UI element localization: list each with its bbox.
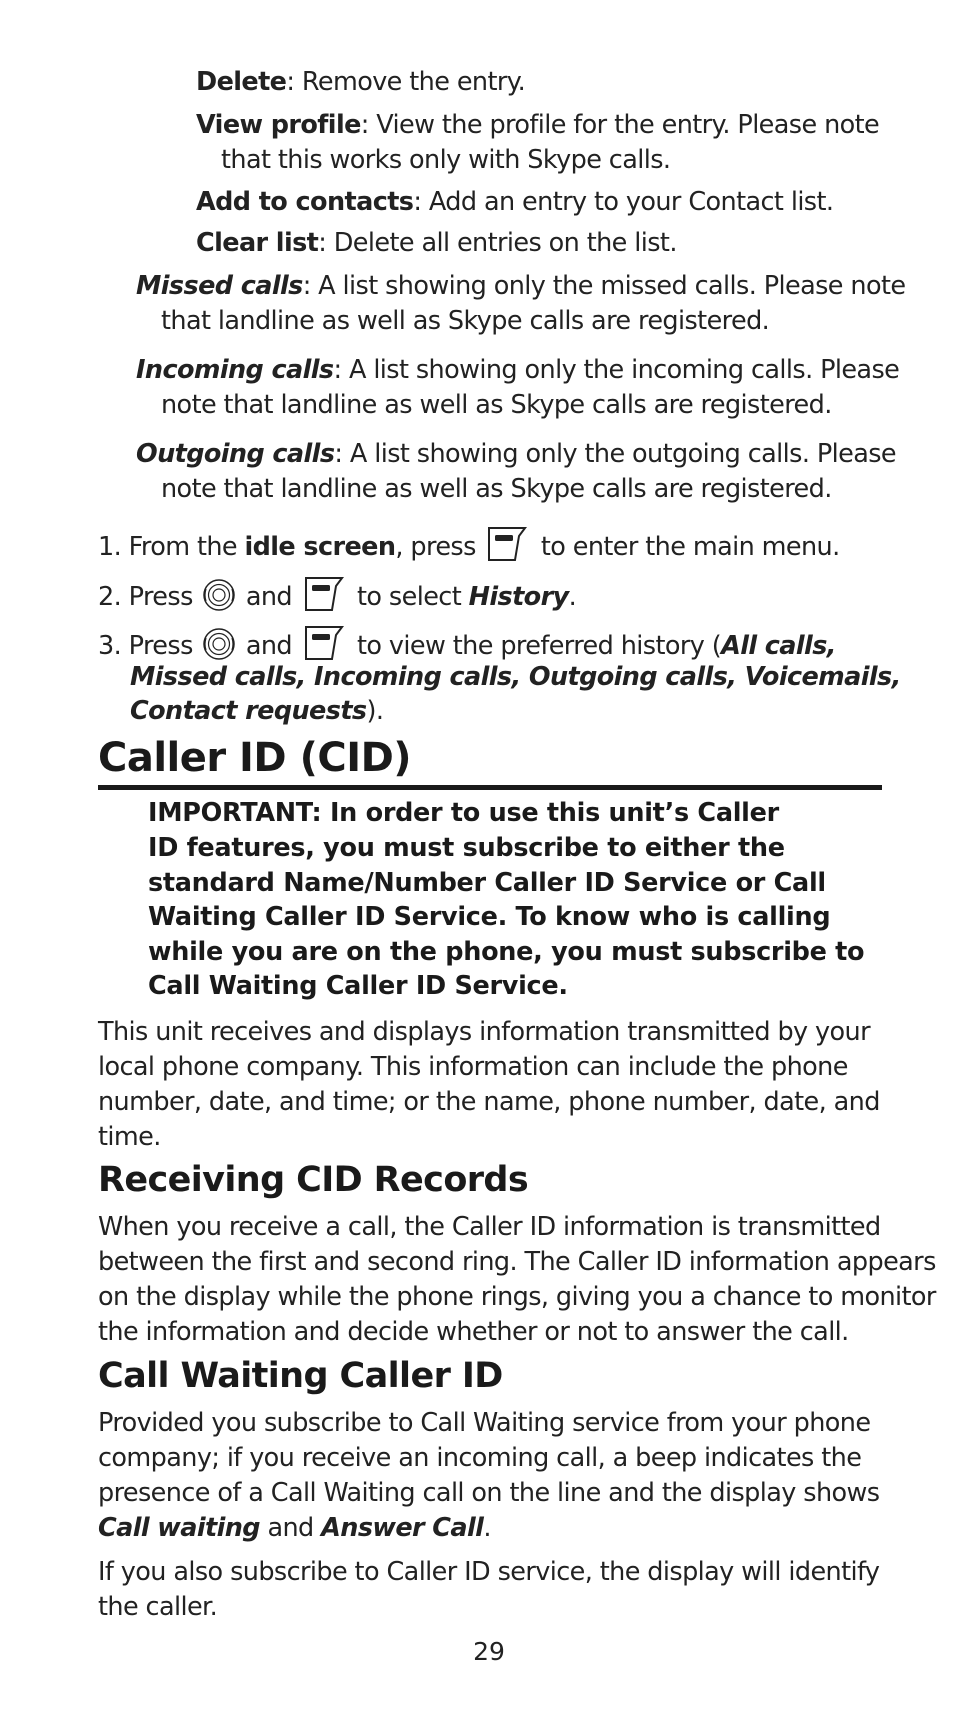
section-title-call-waiting: Call Waiting Caller ID bbox=[98, 1356, 503, 1396]
option-add-to-contacts: Add to contacts: Add an entry to your Contact list. bbox=[196, 187, 834, 217]
important-line: standard Name/Number Caller ID Service or Call bbox=[148, 868, 826, 898]
option-view-profile: View profile: View the profile for the entry. Please note bbox=[196, 110, 880, 140]
important-line: Call Waiting Caller ID Service. bbox=[148, 971, 568, 1001]
softkey-icon bbox=[487, 526, 529, 571]
step-3-end: Contact requests). bbox=[130, 696, 384, 726]
step-1: 1. From the idle screen, press to enter the main menu. bbox=[98, 526, 840, 571]
important-line: ID features, you must subscribe to either the bbox=[148, 833, 785, 863]
history-outgoing: Outgoing calls: A list showing only the outgoing calls. Please bbox=[136, 439, 897, 469]
body-line: the caller. bbox=[98, 1592, 218, 1622]
important-line: while you are on the phone, you must subscribe to bbox=[148, 937, 865, 967]
body-line: If you also subscribe to Caller ID service, the display will identify bbox=[98, 1557, 880, 1587]
body-line: number, date, and time; or the name, phone number, date, and bbox=[98, 1087, 880, 1117]
history-incoming-cont: note that landline as well as Skype calls are registered. bbox=[161, 390, 832, 420]
section-title-receiving: Receiving CID Records bbox=[98, 1160, 529, 1200]
page-number: 29 bbox=[473, 1637, 505, 1666]
option-clear-list: Clear list: Delete all entries on the list. bbox=[196, 228, 677, 258]
step-3: 3. Press and to view the preferred history (All calls, bbox=[98, 625, 836, 670]
body-line: Provided you subscribe to Call Waiting service from your phone bbox=[98, 1408, 871, 1438]
body-line: between the first and second ring. The Caller ID information appears bbox=[98, 1247, 936, 1277]
body-line: Call waiting and Answer Call. bbox=[98, 1513, 491, 1543]
option-view-profile-cont: that this works only with Skype calls. bbox=[221, 145, 671, 175]
important-line: Waiting Caller ID Service. To know who is calling bbox=[148, 902, 831, 932]
body-line: the information and decide whether or not to answer the call. bbox=[98, 1317, 849, 1347]
important-line: IMPORTANT: In order to use this unit’s Caller bbox=[148, 798, 779, 828]
step-3-cont: Missed calls, Incoming calls, Outgoing calls, Voicemails, bbox=[130, 662, 901, 692]
step-2: 2. Press and to select History. bbox=[98, 576, 576, 621]
nav-key-icon bbox=[202, 578, 236, 621]
softkey-icon bbox=[304, 576, 346, 621]
history-missed-cont: that landline as well as Skype calls are registered. bbox=[161, 306, 770, 336]
option-delete: Delete: Remove the entry. bbox=[196, 67, 526, 97]
section-title-caller-id: Caller ID (CID) bbox=[98, 735, 412, 781]
body-line: local phone company. This information can include the phone bbox=[98, 1052, 848, 1082]
body-line: presence of a Call Waiting call on the line and the display shows bbox=[98, 1478, 880, 1508]
section-divider bbox=[98, 785, 882, 790]
body-line: This unit receives and displays information transmitted by your bbox=[98, 1017, 870, 1047]
body-line: time. bbox=[98, 1122, 161, 1152]
body-line: company; if you receive an incoming call, a beep indicates the bbox=[98, 1443, 862, 1473]
history-outgoing-cont: note that landline as well as Skype calls are registered. bbox=[161, 474, 832, 504]
body-line: When you receive a call, the Caller ID information is transmitted bbox=[98, 1212, 881, 1242]
body-line: on the display while the phone rings, giving you a chance to monitor bbox=[98, 1282, 936, 1312]
history-missed: Missed calls: A list showing only the missed calls. Please note bbox=[136, 271, 906, 301]
history-incoming: Incoming calls: A list showing only the incoming calls. Please bbox=[136, 355, 900, 385]
